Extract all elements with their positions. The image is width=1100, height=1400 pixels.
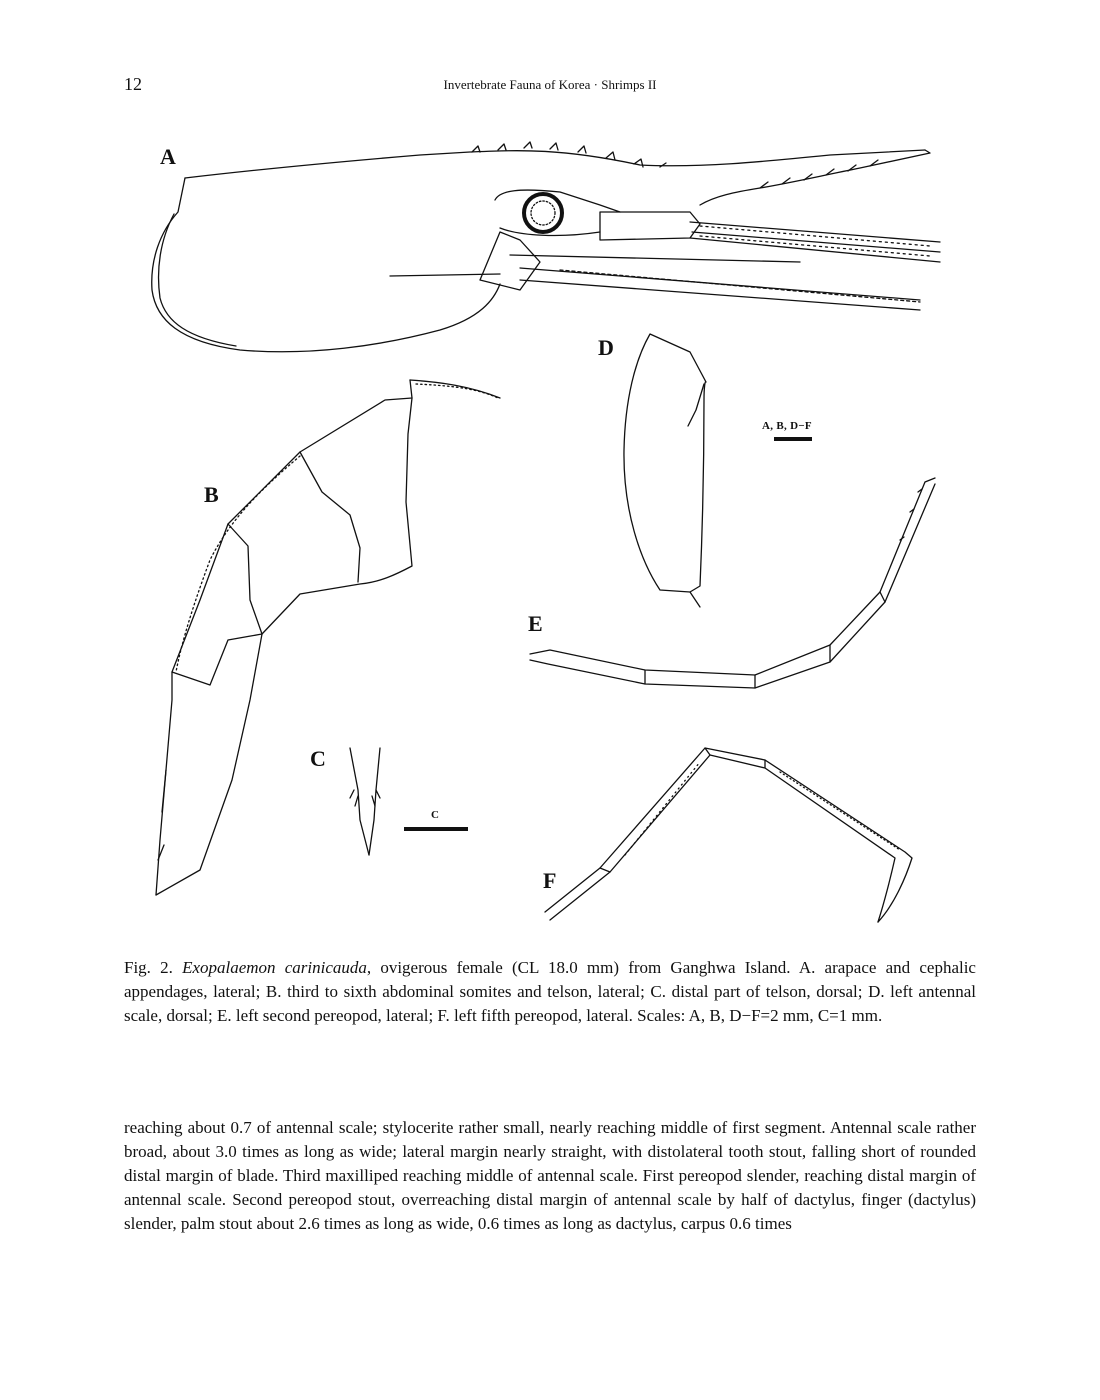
scale-bar-c — [404, 827, 468, 831]
figure-label-e: E — [528, 611, 543, 636]
scale-bar-abdf — [774, 437, 812, 441]
caption-text: , ovigerous female (CL 18.0 mm) from Ganghwa Island. A. arapace and cephalic appendages, lateral; B. third to sixth abdominal somites and telson, lateral; C. distal part of telson, dorsal; D. left antennal scale, dorsal; E. left second pereopod, lateral; F. left fifth pereopod, lateral. Scales: A, B, D−F=2 mm, C=1 mm. — [124, 958, 976, 1025]
figure-label-a: A — [160, 144, 176, 169]
figure-label-d: D — [598, 335, 614, 360]
drawing-a-carapace — [152, 142, 940, 352]
drawing-b-abdomen — [156, 380, 500, 895]
figure-label-c: C — [310, 746, 326, 771]
drawing-e-pereopod-2 — [530, 478, 935, 688]
scale-label-c: C — [431, 809, 440, 821]
figure-label-b: B — [204, 482, 219, 507]
drawing-c-telson-tip — [350, 748, 380, 855]
drawing-f-pereopod-5 — [545, 748, 912, 922]
caption-species: Exopalaemon carinicauda — [182, 958, 367, 977]
figure-caption — [124, 956, 976, 1028]
body-paragraph: reaching about 0.7 of antennal scale; stylocerite rather small, nearly reaching middle of first segment. Antennal scale rather broad, about 3.0 times as long as wide; lateral margin nearly straight, with distolateral tooth stout, falling short of rounded distal margin of blade. Third maxilliped reaching middle of antennal scale. First pereopod slender, reaching distal margin of antennal scale. Second pereopod stout, overreaching distal margin of antennal scale by half of dactylus, finger (dactylus) slender, palm stout about 2.6 times as long as wide, 0.6 times as long as dactylus, carpus 0.6 times — [124, 1118, 976, 1233]
caption-prefix: Fig. 2. — [124, 958, 183, 977]
drawing-d-antennal-scale — [624, 334, 706, 607]
figure-label-f: F — [543, 868, 557, 893]
scale-label-abdf: A, B, D−F — [762, 420, 812, 432]
page-number: 12 — [124, 74, 142, 94]
running-title: Invertebrate Fauna of Korea · Shrimps II — [443, 77, 657, 92]
